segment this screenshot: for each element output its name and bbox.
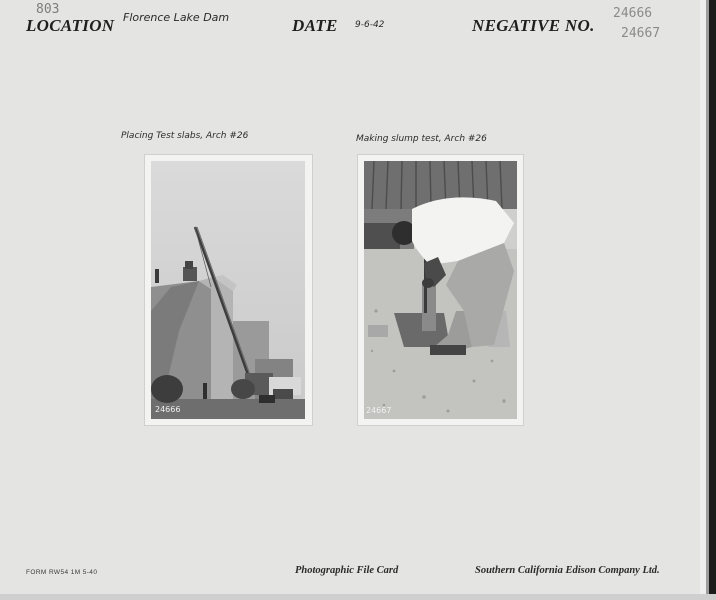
slump-test-image	[364, 161, 517, 419]
photo-mount-2	[358, 155, 523, 425]
photo-negative-label-1: 24666	[155, 405, 181, 414]
location-label: LOCATION	[26, 16, 115, 35]
date-value: 9-6-42	[355, 20, 385, 30]
photo-mount-1	[145, 155, 312, 425]
file-card-title: Photographic File Card	[295, 565, 399, 576]
negative-number-1: 24666	[613, 6, 653, 21]
negative-label: NEGATIVE NO.	[472, 16, 595, 35]
corner-number: 803	[36, 2, 60, 17]
bottom-edge	[0, 594, 716, 600]
form-number: FORM RW54 1M 5-40	[26, 569, 98, 576]
company-name: Southern California Edison Company Ltd.	[475, 565, 660, 576]
photo-negative-label-2: 24667	[366, 406, 392, 415]
photo-dam-construction	[151, 161, 305, 419]
photo-slump-test	[364, 161, 517, 419]
date-label: DATE	[292, 16, 338, 35]
negative-number-2: 24667	[621, 26, 661, 41]
film-edge	[700, 0, 716, 600]
photo-caption-1: Placing Test slabs, Arch #26	[121, 131, 249, 141]
photo-caption-2: Making slump test, Arch #26	[356, 134, 487, 144]
location-value: Florence Lake Dam	[123, 11, 230, 24]
dam-image	[151, 161, 305, 419]
